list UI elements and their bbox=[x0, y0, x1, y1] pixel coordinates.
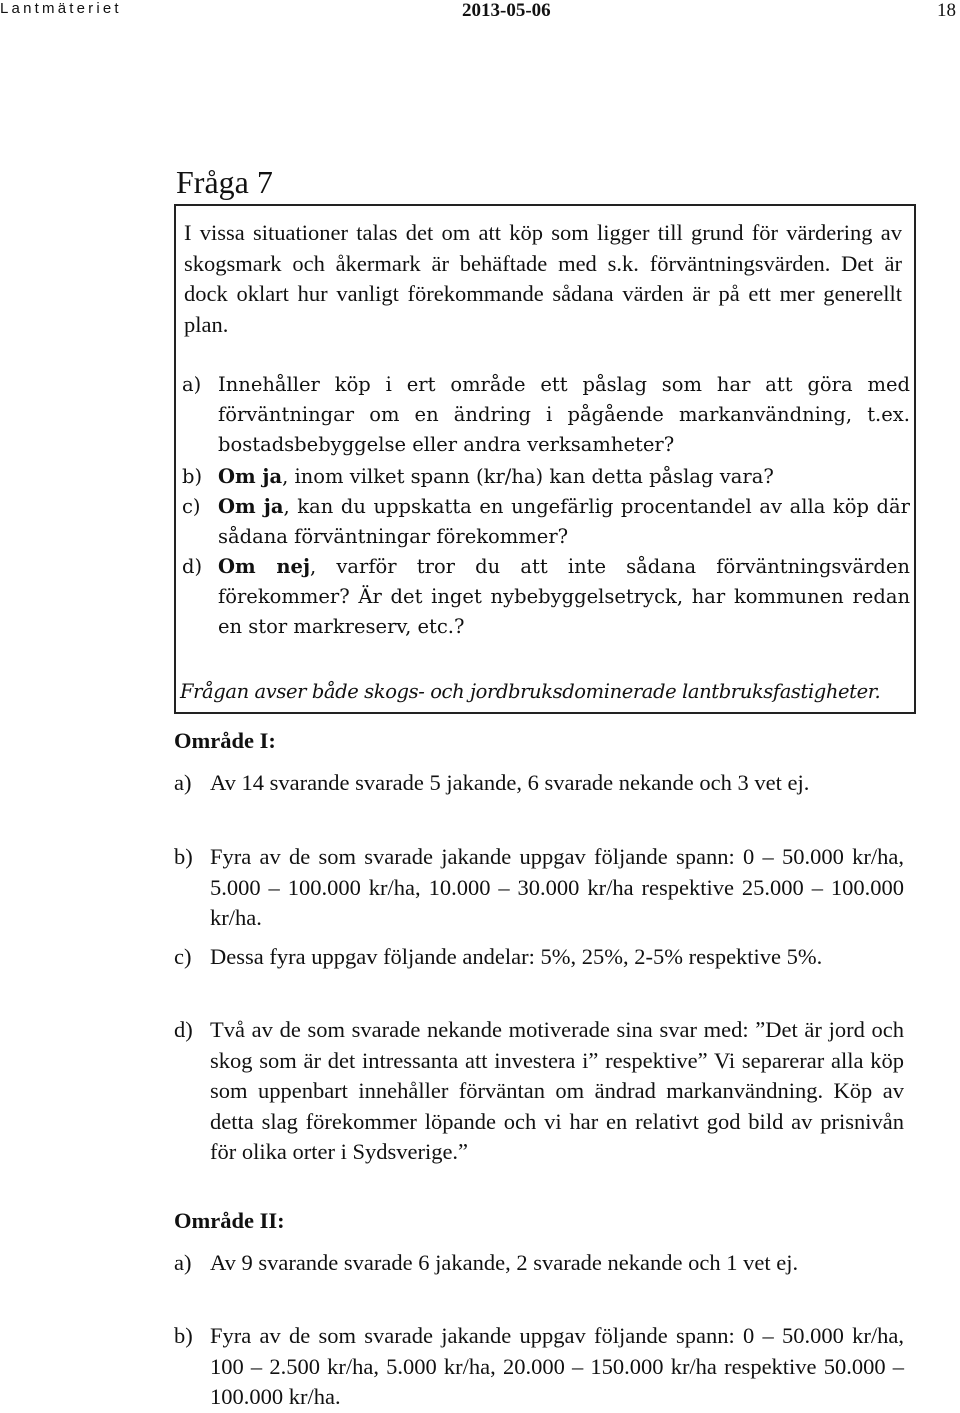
question-box bbox=[174, 204, 916, 714]
area-heading-1: Område I: bbox=[174, 728, 276, 753]
answer-text: Fyra av de som svarade jakande uppgav följande spann: 0 – 50.000 kr/ha, 100 – 2.500 kr/ha, 5.000 kr/ha, 20.000 – 150.000 kr/ha respektive 50.000 – 100.000 kr/ha. bbox=[210, 1323, 904, 1409]
question-text: Om ja, kan du uppskatta en ungefärlig procentandel av alla köp där sådana förväntningar förekommer? bbox=[218, 495, 910, 548]
answer-label: b) bbox=[174, 1323, 193, 1348]
question-text: Om ja, inom vilket spann (kr/ha) kan detta påslag vara? bbox=[218, 465, 774, 488]
answer-text: Två av de som svarade nekande motiverade sina svar med: ˮDet är jord och skog som är det intressanta att investera iˮ respektiveˮ Vi separerar alla köp som uppenbart innehåller förväntan om ändrad markanvändning. Köp av detta slag förekommer löpande och vi har en relativt god bild av prisnivån för olika orter i Sydsverige.ˮ bbox=[210, 1017, 904, 1164]
answer-text: Av 9 svarande svarade 6 jakande, 2 svarade nekande och 1 vet ej. bbox=[210, 1250, 799, 1275]
answer-text: Av 14 svarande svarade 5 jakande, 6 svarade nekande och 3 vet ej. bbox=[210, 770, 810, 795]
question-label: c) bbox=[182, 495, 201, 518]
answer-label: a) bbox=[174, 1250, 192, 1275]
question-b bbox=[182, 462, 910, 492]
answer-label: b) bbox=[174, 844, 193, 869]
answer-text: Dessa fyra uppgav följande andelar: 5%, 25%, 2-5% respektive 5%. bbox=[210, 944, 823, 969]
area2-answer-a bbox=[174, 1248, 904, 1279]
page-number: 18 bbox=[937, 0, 956, 21]
area1-answer-a bbox=[174, 768, 904, 799]
question-text: Innehåller köp i ert område ett påslag som har att göra med förväntningar om en ändring i pågående markanvändning, t.ex. bostadsbebyggelse eller andra verksamheter? bbox=[218, 373, 910, 456]
area1-answer-d bbox=[174, 1015, 904, 1168]
question-intro: I vissa situationer talas det om att köp som ligger till grund för värdering av skogsmark och åkermark är behäftade med s.k. förväntningsvärden. Det är dock oklart hur vanligt förekommande sådana värden är på ett mer generellt plan. bbox=[184, 220, 902, 337]
question-a bbox=[182, 370, 910, 460]
question-label: a) bbox=[182, 373, 202, 396]
answer-text: Fyra av de som svarade jakande uppgav följande spann: 0 – 50.000 kr/ha, 5.000 – 100.000 kr/ha, 10.000 – 30.000 kr/ha respektive 25.000 – 100.000 kr/ha. bbox=[210, 844, 904, 930]
area1-answer-c bbox=[174, 942, 904, 973]
question-text: Om nej, varför tror du att inte sådana förväntningsvärden förekommer? Är det inget nybebyggelsetryck, har kommunen redan en stor markreserv, etc.? bbox=[218, 555, 910, 638]
question-label: d) bbox=[182, 555, 203, 578]
answer-label: a) bbox=[174, 770, 192, 795]
answer-label: d) bbox=[174, 1017, 193, 1042]
question-c bbox=[182, 492, 910, 552]
answer-label: c) bbox=[174, 944, 192, 969]
area2-answer-b bbox=[174, 1321, 904, 1413]
header-organization: Lantmäteriet bbox=[0, 0, 122, 17]
question-note: Frågan avser både skogs- och jordbruksdominerade lantbruksfastigheter. bbox=[180, 680, 881, 703]
header-date: 2013-05-06 bbox=[462, 0, 551, 21]
question-label: b) bbox=[182, 465, 203, 488]
area1-answer-b bbox=[174, 842, 904, 934]
question-d bbox=[182, 552, 910, 642]
question-title: Fråga 7 bbox=[176, 164, 273, 200]
area-heading-2: Område II: bbox=[174, 1208, 285, 1233]
